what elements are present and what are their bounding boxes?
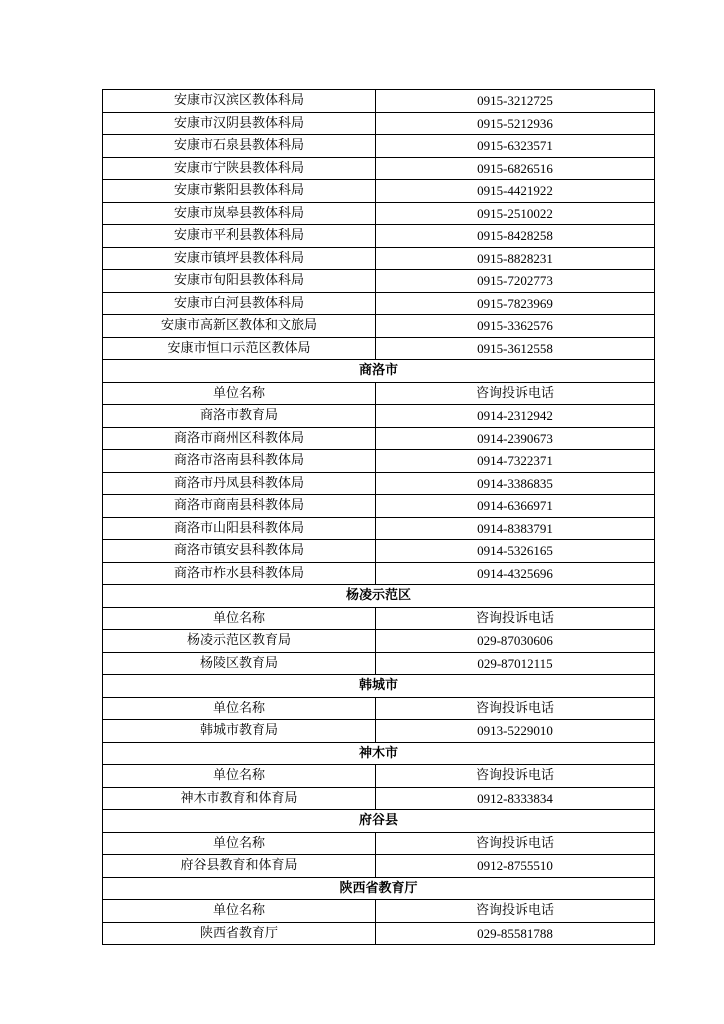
table-row	[103, 90, 655, 113]
phone-number-cell: 029-85581788	[376, 922, 655, 945]
phone-number-cell: 0914-4325696	[376, 562, 655, 585]
phone-number-cell: 0914-2312942	[376, 405, 655, 428]
section-title-row	[103, 360, 655, 383]
phone-number-cell: 0914-3386835	[376, 472, 655, 495]
table-row	[103, 855, 655, 878]
section-title-row	[103, 810, 655, 833]
unit-name-cell: 商洛市商州区科教体局	[103, 427, 376, 450]
unit-name-cell: 神木市教育和体育局	[103, 787, 376, 810]
phone-number-cell: 0915-3212725	[376, 90, 655, 113]
unit-name-cell: 陕西省教育厅	[103, 922, 376, 945]
unit-name-cell: 商洛市洛南县科教体局	[103, 450, 376, 473]
column-header-phone: 咨询投诉电话	[376, 697, 655, 720]
table-row	[103, 630, 655, 653]
table-row	[103, 337, 655, 360]
contact-table-body	[103, 90, 655, 945]
unit-name-cell: 杨陵区教育局	[103, 652, 376, 675]
section-title: 府谷县	[103, 810, 655, 833]
table-row	[103, 292, 655, 315]
unit-name-cell: 安康市宁陕县教体科局	[103, 157, 376, 180]
table-row	[103, 427, 655, 450]
unit-name-cell: 安康市恒口示范区教体局	[103, 337, 376, 360]
table-row	[103, 652, 655, 675]
phone-number-cell: 0915-3362576	[376, 315, 655, 338]
column-header-unit-name: 单位名称	[103, 697, 376, 720]
column-header-unit-name: 单位名称	[103, 832, 376, 855]
column-header-phone: 咨询投诉电话	[376, 765, 655, 788]
section-title-row	[103, 585, 655, 608]
table-row	[103, 112, 655, 135]
column-header-unit-name: 单位名称	[103, 900, 376, 923]
table-row	[103, 315, 655, 338]
unit-name-cell: 安康市紫阳县教体科局	[103, 180, 376, 203]
unit-name-cell: 安康市平利县教体科局	[103, 225, 376, 248]
phone-number-cell: 0915-8828231	[376, 247, 655, 270]
column-header-row	[103, 765, 655, 788]
column-header-unit-name: 单位名称	[103, 607, 376, 630]
phone-number-cell: 0914-5326165	[376, 540, 655, 563]
table-row	[103, 787, 655, 810]
table-row	[103, 247, 655, 270]
table-row	[103, 157, 655, 180]
column-header-phone: 咨询投诉电话	[376, 382, 655, 405]
column-header-row	[103, 607, 655, 630]
phone-number-cell: 0915-2510022	[376, 202, 655, 225]
table-row	[103, 562, 655, 585]
table-row	[103, 495, 655, 518]
section-title-row	[103, 877, 655, 900]
column-header-row	[103, 900, 655, 923]
table-row	[103, 180, 655, 203]
table-row	[103, 720, 655, 743]
contact-table	[102, 89, 655, 945]
section-title: 杨凌示范区	[103, 585, 655, 608]
phone-number-cell: 0912-8333834	[376, 787, 655, 810]
phone-number-cell: 0915-4421922	[376, 180, 655, 203]
column-header-unit-name: 单位名称	[103, 382, 376, 405]
phone-number-cell: 0915-3612558	[376, 337, 655, 360]
unit-name-cell: 商洛市丹凤县科教体局	[103, 472, 376, 495]
column-header-row	[103, 832, 655, 855]
table-row	[103, 202, 655, 225]
column-header-row	[103, 382, 655, 405]
section-title: 神木市	[103, 742, 655, 765]
unit-name-cell: 安康市白河县教体科局	[103, 292, 376, 315]
unit-name-cell: 商洛市山阳县科教体局	[103, 517, 376, 540]
phone-number-cell: 0915-6826516	[376, 157, 655, 180]
table-row	[103, 135, 655, 158]
phone-number-cell: 0914-7322371	[376, 450, 655, 473]
section-title: 韩城市	[103, 675, 655, 698]
unit-name-cell: 安康市旬阳县教体科局	[103, 270, 376, 293]
phone-number-cell: 0914-6366971	[376, 495, 655, 518]
unit-name-cell: 府谷县教育和体育局	[103, 855, 376, 878]
section-title-row	[103, 675, 655, 698]
column-header-phone: 咨询投诉电话	[376, 607, 655, 630]
phone-number-cell: 0914-8383791	[376, 517, 655, 540]
section-title: 商洛市	[103, 360, 655, 383]
table-row	[103, 225, 655, 248]
table-row	[103, 540, 655, 563]
column-header-phone: 咨询投诉电话	[376, 900, 655, 923]
section-title-row	[103, 742, 655, 765]
phone-number-cell: 0915-7823969	[376, 292, 655, 315]
unit-name-cell: 商洛市商南县科教体局	[103, 495, 376, 518]
unit-name-cell: 商洛市镇安县科教体局	[103, 540, 376, 563]
unit-name-cell: 安康市石泉县教体科局	[103, 135, 376, 158]
table-row	[103, 922, 655, 945]
column-header-phone: 咨询投诉电话	[376, 832, 655, 855]
phone-number-cell: 0915-6323571	[376, 135, 655, 158]
table-row	[103, 472, 655, 495]
unit-name-cell: 安康市镇坪县教体科局	[103, 247, 376, 270]
section-title: 陕西省教育厅	[103, 877, 655, 900]
phone-number-cell: 0915-7202773	[376, 270, 655, 293]
unit-name-cell: 商洛市柞水县科教体局	[103, 562, 376, 585]
unit-name-cell: 安康市汉滨区教体科局	[103, 90, 376, 113]
unit-name-cell: 安康市岚皋县教体科局	[103, 202, 376, 225]
phone-number-cell: 0915-5212936	[376, 112, 655, 135]
phone-number-cell: 0913-5229010	[376, 720, 655, 743]
column-header-unit-name: 单位名称	[103, 765, 376, 788]
table-row	[103, 270, 655, 293]
table-row	[103, 517, 655, 540]
unit-name-cell: 韩城市教育局	[103, 720, 376, 743]
column-header-row	[103, 697, 655, 720]
phone-number-cell: 0912-8755510	[376, 855, 655, 878]
phone-number-cell: 0914-2390673	[376, 427, 655, 450]
unit-name-cell: 安康市汉阴县教体科局	[103, 112, 376, 135]
phone-number-cell: 029-87030606	[376, 630, 655, 653]
unit-name-cell: 商洛市教育局	[103, 405, 376, 428]
unit-name-cell: 安康市高新区教体和文旅局	[103, 315, 376, 338]
phone-number-cell: 0915-8428258	[376, 225, 655, 248]
table-row	[103, 450, 655, 473]
unit-name-cell: 杨凌示范区教育局	[103, 630, 376, 653]
table-row	[103, 405, 655, 428]
phone-number-cell: 029-87012115	[376, 652, 655, 675]
